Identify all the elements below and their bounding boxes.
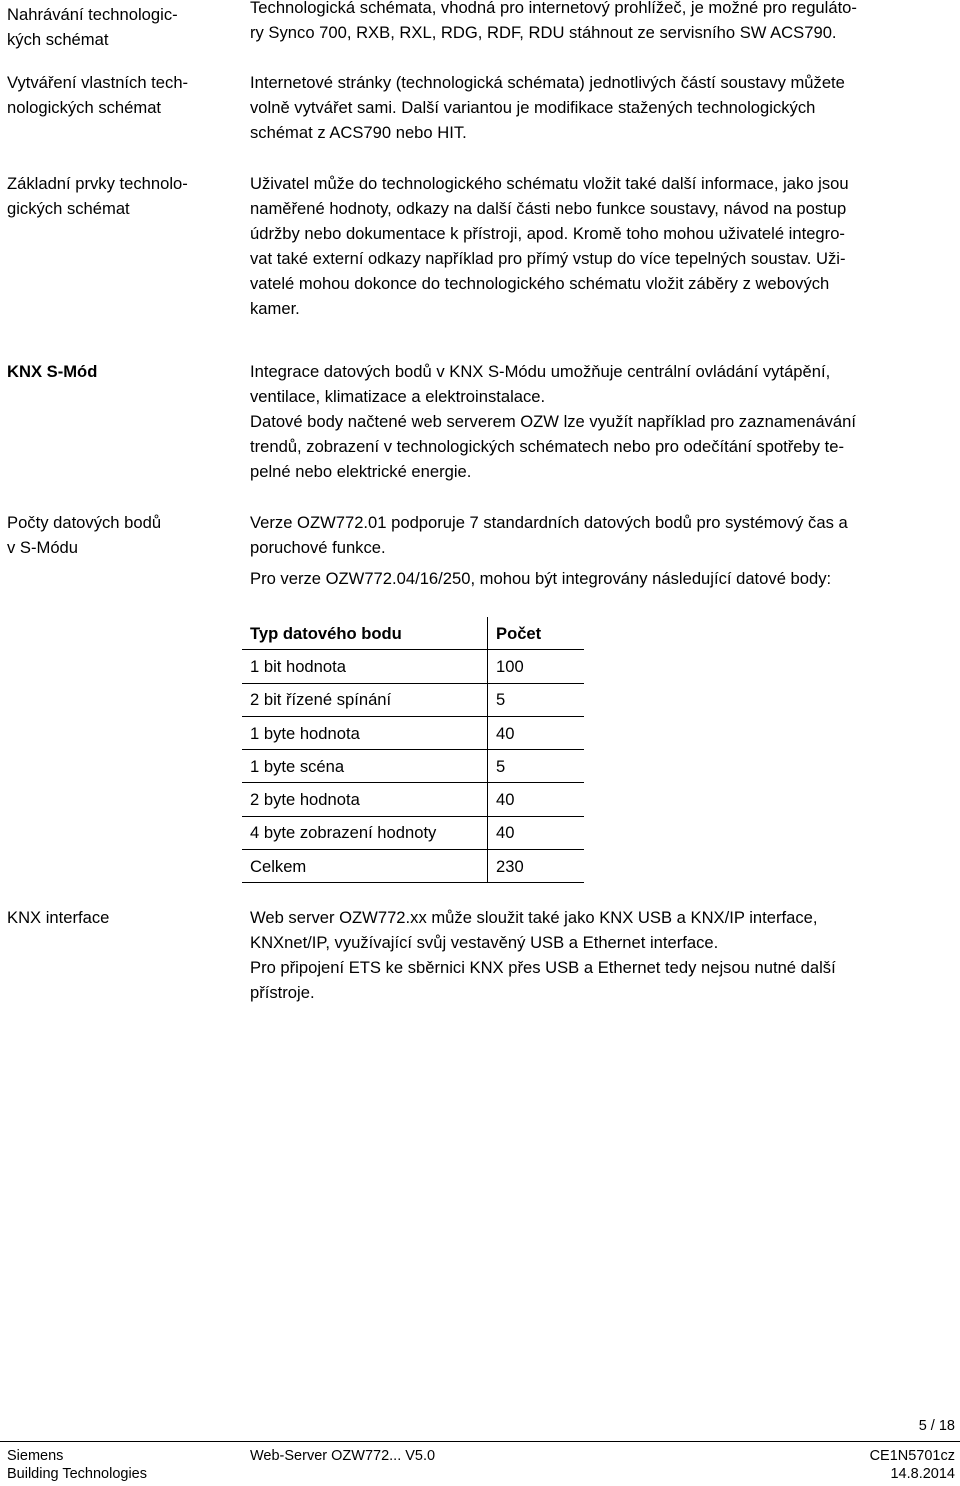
text-line: Integrace datových bodů v KNX S-Módu umožňuje centrální ovládání vytápění, [250, 362, 831, 381]
text-line: přístroje. [250, 983, 315, 1002]
side-label-knx-interface: KNX interface [7, 908, 110, 927]
side-label-counts [7, 510, 227, 560]
side-label-line: gických schémat [7, 199, 130, 218]
text-line: údržby nebo dokumentace k přístroji, apod. Kromě toho mohou uživatelé integro- [250, 224, 845, 243]
text-line: vat také externí odkazy například pro přímý vstup do více tepelných soustav. Uži- [250, 249, 846, 268]
table-row [242, 750, 584, 783]
table-cell-count: 100 [488, 650, 585, 683]
table-cell-type: 1 byte hodnota [242, 716, 488, 749]
footer-date: 14.8.2014 [890, 1466, 955, 1482]
paragraph-counts-v2: Pro verze OZW772.04/16/250, mohou být integrovány následující datové body: [250, 569, 832, 588]
table-cell-type: 2 bit řízené spínání [242, 683, 488, 716]
text-line: Datové body načtené web serverem OZW lze využít například pro zaznamenávání [250, 412, 856, 431]
text-line: KNXnet/IP, využívající svůj vestavěný USB a Ethernet interface. [250, 933, 719, 952]
paragraph-upload [250, 0, 950, 45]
table-row [242, 716, 584, 749]
page-number: 5 / 18 [918, 1418, 955, 1434]
table-cell-count: 40 [488, 783, 585, 816]
footer-company-block [7, 1447, 147, 1483]
side-label-line: Základní prvky technolo- [7, 174, 188, 193]
text-line: trendů, zobrazení v technologických schématech nebo pro odečítání spotřeby te- [250, 437, 845, 456]
table-header-row [242, 617, 584, 650]
paragraph-create [250, 70, 950, 145]
table-cell-type: 2 byte hodnota [242, 783, 488, 816]
text-line: Verze OZW772.01 podporuje 7 standardních datových bodů pro systémový čas a [250, 513, 848, 532]
text-line: ventilace, klimatizace a elektroinstalace. [250, 387, 546, 406]
text-line: volně vytvářet sami. Další variantou je modifikace stažených technologických [250, 98, 816, 117]
table-row [242, 683, 584, 716]
text-line: kamer. [250, 299, 300, 318]
text-line: schémat z ACS790 nebo HIT. [250, 123, 467, 142]
table-cell-count: 40 [488, 816, 585, 849]
footer-company: Siemens [7, 1448, 64, 1464]
paragraph-knx-mode [250, 359, 950, 484]
footer-product: Web-Server OZW772... V5.0 [250, 1448, 436, 1464]
side-label-line: Nahrávání technologic- [7, 5, 178, 24]
table-row [242, 816, 584, 849]
side-label-line: nologických schémat [7, 98, 162, 117]
text-line: vatelé mohou dokonce do technologického schématu vložit záběry z webových [250, 274, 830, 293]
text-line: Uživatel může do technologického schématu vložit také další informace, jako jsou [250, 174, 849, 193]
text-line: ry Synco 700, RXB, RXL, RDG, RDF, RDU stáhnout ze servisního SW ACS790. [250, 23, 837, 42]
side-label-line: Vytváření vlastních tech- [7, 73, 189, 92]
text-line: Technologická schémata, vhodná pro internetový prohlížeč, je možné pro reguláto- [250, 0, 857, 17]
table-cell-count: 5 [488, 683, 585, 716]
table-row [242, 783, 584, 816]
table-cell-count: 40 [488, 716, 585, 749]
data-point-table [242, 617, 584, 883]
side-label-line: Počty datových bodů [7, 513, 162, 532]
table-row [242, 650, 584, 683]
side-label-line: kých schémat [7, 30, 109, 49]
text-line: naměřené hodnoty, odkazy na další části nebo funkce soustavy, návod na postup [250, 199, 847, 218]
text-line: Web server OZW772.xx může sloužit také jako KNX USB a KNX/IP interface, [250, 908, 818, 927]
side-label-line: v S-Módu [7, 538, 79, 557]
table-header-count: Počet [488, 617, 585, 650]
paragraph-basic [250, 171, 950, 321]
side-label-upload [7, 2, 227, 52]
table-header-type: Typ datového bodu [242, 617, 488, 650]
footer-doc-block [870, 1447, 955, 1483]
paragraph-knx-interface [250, 905, 950, 1005]
side-label-create [7, 70, 227, 120]
footer-divider [0, 1441, 960, 1442]
side-label-knx-mode: KNX S-Mód [7, 362, 98, 381]
paragraph-counts-v1 [250, 510, 950, 560]
text-line: poruchové funkce. [250, 538, 386, 557]
table-cell-count: 5 [488, 750, 585, 783]
table-cell-type: 4 byte zobrazení hodnoty [242, 816, 488, 849]
table-row-total [242, 850, 584, 883]
table-cell-type: Celkem [242, 850, 488, 883]
footer-doc-id: CE1N5701cz [869, 1448, 955, 1464]
text-line: pelné nebo elektrické energie. [250, 462, 472, 481]
table-cell-type: 1 bit hodnota [242, 650, 488, 683]
footer-division: Building Technologies [7, 1466, 148, 1482]
side-label-basic [7, 171, 227, 221]
table-cell-type: 1 byte scéna [242, 750, 488, 783]
text-line: Pro připojení ETS ke sběrnici KNX přes USB a Ethernet tedy nejsou nutné další [250, 958, 836, 977]
text-line: Internetové stránky (technologická schémata) jednotlivých částí soustavy můžete [250, 73, 845, 92]
table-cell-count: 230 [488, 850, 585, 883]
